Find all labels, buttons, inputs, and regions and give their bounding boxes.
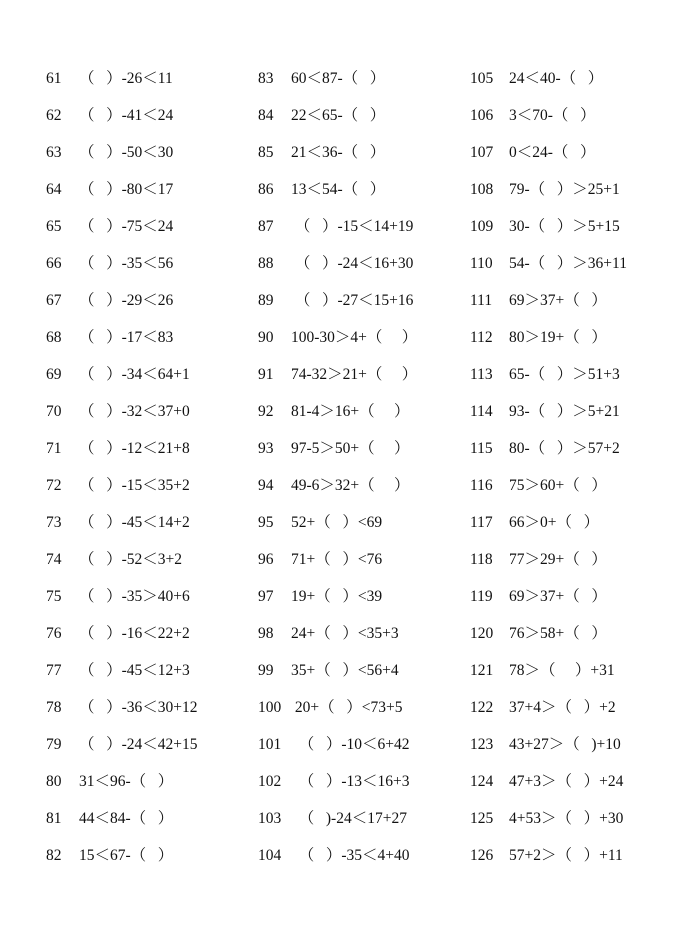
problem-row: [258, 171, 478, 208]
problem-row: [470, 393, 687, 430]
problem-number: 65: [46, 218, 62, 235]
problem-number: 61: [46, 70, 62, 87]
problem-row: [46, 134, 266, 171]
problem-expression: 69＞37+（ ）: [509, 292, 607, 309]
problem-row: [470, 689, 687, 726]
problem-number: 114: [470, 403, 493, 420]
problem-row: [46, 615, 266, 652]
problem-number: 124: [470, 773, 494, 790]
problem-expression: 76＞58+（ ）: [509, 625, 607, 642]
problem-row: [470, 504, 687, 541]
problem-number: 95: [258, 514, 274, 531]
problem-expression: 57+2＞（ ）+11: [509, 847, 623, 864]
problem-row: [470, 652, 687, 689]
problem-expression: 49-6＞32+（ ）: [291, 477, 410, 494]
problem-row: [470, 245, 687, 282]
problem-number: 104: [258, 847, 282, 864]
problem-row: [46, 652, 266, 689]
problem-number: 68: [46, 329, 62, 346]
problem-expression: 15＜67-（ ）: [79, 847, 174, 864]
problem-row: [46, 837, 266, 874]
problem-row: [46, 430, 266, 467]
problem-row: [46, 726, 266, 763]
problem-expression: （ ）-29＜26: [79, 292, 174, 309]
problem-expression: （ ）-80＜17: [79, 181, 174, 198]
problem-expression: 77＞29+（ ）: [509, 551, 607, 568]
problem-expression: （ ）-24＜42+15: [79, 736, 198, 753]
problem-number: 107: [470, 144, 494, 161]
problem-expression: （ ）-35＜56: [79, 255, 174, 272]
problem-row: [470, 541, 687, 578]
problem-number: 83: [258, 70, 274, 87]
problem-expression: 81-4＞16+（ ）: [291, 403, 410, 420]
problem-expression: （ ）-12＜21+8: [79, 440, 190, 457]
problem-expression: 97-5＞50+（ ）: [291, 440, 410, 457]
problem-expression: （ ）-26＜11: [79, 70, 173, 87]
problem-expression: 30-（ ）＞5+15: [509, 218, 620, 235]
problem-row: [46, 97, 266, 134]
problem-number: 103: [258, 810, 282, 827]
problem-expression: 47+3＞（ ）+24: [509, 773, 624, 790]
problem-number: 79: [46, 736, 62, 753]
problem-expression: 65-（ ）＞51+3: [509, 366, 620, 383]
problem-expression: 69＞37+（ ）: [509, 588, 607, 605]
problem-number: 118: [470, 551, 493, 568]
problem-number: 115: [470, 440, 493, 457]
problem-number: 86: [258, 181, 274, 198]
problem-expression: 93-（ ）＞5+21: [509, 403, 620, 420]
problem-expression: （ ）-45＜14+2: [79, 514, 190, 531]
problem-expression: 35+（ ）<56+4: [291, 662, 399, 679]
problem-number: 73: [46, 514, 62, 531]
problem-row: [258, 208, 478, 245]
problem-number: 80: [46, 773, 62, 790]
problem-row: [470, 282, 687, 319]
problem-expression: 75＞60+（ ）: [509, 477, 607, 494]
problem-expression: （ ）-34＜64+1: [79, 366, 190, 383]
problem-expression: （ ）-50＜30: [79, 144, 174, 161]
problem-expression: （ ）-24＜16+30: [291, 255, 414, 272]
problem-row: [46, 689, 266, 726]
problem-row: [258, 504, 478, 541]
problem-number: 116: [470, 477, 493, 494]
problem-number: 62: [46, 107, 62, 124]
problem-number: 101: [258, 736, 282, 753]
column-1: [46, 60, 266, 874]
problem-expression: 79-（ ）＞25+1: [509, 181, 620, 198]
problem-number: 106: [470, 107, 494, 124]
problem-row: [46, 467, 266, 504]
problem-expression: 71+（ ）<76: [291, 551, 383, 568]
problem-row: [258, 467, 478, 504]
problem-number: 76: [46, 625, 62, 642]
problem-row: [258, 578, 478, 615]
problem-number: 66: [46, 255, 62, 272]
problem-row: [258, 541, 478, 578]
problem-row: [470, 171, 687, 208]
problem-number: 81: [46, 810, 62, 827]
problem-number: 82: [46, 847, 62, 864]
problem-expression: （ ）-27＜15+16: [291, 292, 414, 309]
problem-expression: 52+（ ）<69: [291, 514, 383, 531]
problem-row: [46, 60, 266, 97]
problem-row: [258, 726, 478, 763]
problem-expression: 100-30＞4+（ ）: [291, 329, 418, 346]
problem-expression: 78＞（ ）+31: [509, 662, 615, 679]
problem-number: 97: [258, 588, 274, 605]
problem-number: 120: [470, 625, 494, 642]
problem-number: 70: [46, 403, 62, 420]
problem-row: [46, 393, 266, 430]
problem-expression: 13＜54-（ ）: [291, 181, 386, 198]
problem-number: 77: [46, 662, 62, 679]
problem-number: 102: [258, 773, 282, 790]
problem-number: 110: [470, 255, 493, 272]
problem-number: 93: [258, 440, 274, 457]
problem-number: 94: [258, 477, 274, 494]
problem-number: 111: [470, 292, 493, 309]
problem-row: [470, 615, 687, 652]
problem-number: 119: [470, 588, 493, 605]
problem-row: [258, 356, 478, 393]
problem-expression: 43+27＞（ )+10: [509, 736, 621, 753]
problem-row: [258, 245, 478, 282]
problem-row: [46, 245, 266, 282]
problem-expression: 31＜96-（ ）: [79, 773, 174, 790]
problem-row: [258, 615, 478, 652]
problem-row: [470, 578, 687, 615]
problem-expression: 3＜70-（ ）: [509, 107, 596, 124]
problem-expression: （ ）-15＜35+2: [79, 477, 190, 494]
problem-expression: 80＞19+（ ）: [509, 329, 607, 346]
problem-row: [258, 652, 478, 689]
problem-expression: 54-（ ）＞36+11: [509, 255, 627, 272]
column-3: [470, 60, 687, 874]
problem-number: 117: [470, 514, 493, 531]
problem-row: [46, 282, 266, 319]
problem-row: [46, 541, 266, 578]
problem-row: [46, 800, 266, 837]
problem-number: 123: [470, 736, 494, 753]
problem-number: 75: [46, 588, 62, 605]
problem-number: 126: [470, 847, 494, 864]
problem-row: [470, 356, 687, 393]
problem-row: [258, 800, 478, 837]
problem-row: [470, 208, 687, 245]
problem-expression: （ ）-13＜16+3: [291, 773, 410, 790]
problem-expression: 19+（ ）<39: [291, 588, 383, 605]
problem-row: [470, 726, 687, 763]
problem-expression: （ ）-16＜22+2: [79, 625, 190, 642]
problem-row: [470, 467, 687, 504]
problem-row: [470, 319, 687, 356]
problem-row: [258, 689, 478, 726]
problem-number: 87: [258, 218, 274, 235]
problem-expression: 44＜84-（ ）: [79, 810, 174, 827]
problem-expression: 24＜40-（ ）: [509, 70, 604, 87]
problem-number: 90: [258, 329, 274, 346]
problem-row: [46, 763, 266, 800]
problem-row: [46, 504, 266, 541]
problem-expression: （ ）-15＜14+19: [291, 218, 414, 235]
problem-expression: 80-（ ）＞57+2: [509, 440, 620, 457]
problem-row: [258, 282, 478, 319]
problem-expression: （ ）-17＜83: [79, 329, 174, 346]
problem-number: 96: [258, 551, 274, 568]
problem-expression: 60＜87-（ ）: [291, 70, 386, 87]
problem-expression: （ ）-52＜3+2: [79, 551, 183, 568]
problem-row: [258, 393, 478, 430]
problem-number: 89: [258, 292, 274, 309]
problem-row: [470, 97, 687, 134]
problem-row: [470, 430, 687, 467]
problem-number: 67: [46, 292, 62, 309]
problem-row: [470, 60, 687, 97]
problem-number: 84: [258, 107, 274, 124]
problem-row: [470, 837, 687, 874]
problem-number: 74: [46, 551, 62, 568]
problem-number: 109: [470, 218, 494, 235]
problem-number: 112: [470, 329, 493, 346]
problem-number: 105: [470, 70, 494, 87]
problem-row: [258, 430, 478, 467]
problem-row: [258, 319, 478, 356]
problem-expression: （ ）-10＜6+42: [291, 736, 410, 753]
problem-expression: 4+53＞（ ）+30: [509, 810, 624, 827]
problem-number: 91: [258, 366, 274, 383]
problem-expression: 22＜65-（ ）: [291, 107, 386, 124]
problem-expression: （ ）-36＜30+12: [79, 699, 198, 716]
problem-row: [46, 356, 266, 393]
problem-expression: 66＞0+（ ）: [509, 514, 600, 531]
problem-number: 78: [46, 699, 62, 716]
problem-number: 92: [258, 403, 274, 420]
problem-expression: 20+（ ）<73+5: [291, 699, 403, 716]
problem-expression: （ ）-41＜24: [79, 107, 174, 124]
problem-number: 108: [470, 181, 494, 198]
problem-number: 98: [258, 625, 274, 642]
problem-expression: （ ）-35＞40+6: [79, 588, 190, 605]
problem-row: [258, 60, 478, 97]
problem-number: 125: [470, 810, 494, 827]
problem-expression: （ ）-32＜37+0: [79, 403, 190, 420]
problem-expression: （ ）-35＜4+40: [291, 847, 410, 864]
problem-number: 88: [258, 255, 274, 272]
problem-expression: （ ）-45＜12+3: [79, 662, 190, 679]
problem-expression: 37+4＞（ ）+2: [509, 699, 616, 716]
problem-number: 121: [470, 662, 494, 679]
problem-number: 122: [470, 699, 494, 716]
problem-row: [46, 208, 266, 245]
problem-number: 72: [46, 477, 62, 494]
problem-expression: 21＜36-（ ）: [291, 144, 386, 161]
problem-row: [258, 97, 478, 134]
problem-row: [470, 763, 687, 800]
problem-expression: 24+（ ）<35+3: [291, 625, 399, 642]
problem-expression: 0＜24-（ ）: [509, 144, 596, 161]
problem-row: [470, 800, 687, 837]
problem-row: [258, 134, 478, 171]
problem-expression: （ ）-75＜24: [79, 218, 174, 235]
problem-row: [46, 171, 266, 208]
problem-number: 64: [46, 181, 62, 198]
problem-number: 85: [258, 144, 274, 161]
problem-row: [470, 134, 687, 171]
problem-number: 99: [258, 662, 274, 679]
column-2: [258, 60, 478, 874]
problem-row: [258, 837, 478, 874]
problem-number: 100: [258, 699, 282, 716]
problem-expression: （ )-24＜17+27: [291, 810, 407, 827]
problem-number: 63: [46, 144, 62, 161]
problem-expression: 74-32＞21+（ ）: [291, 366, 418, 383]
problem-row: [46, 578, 266, 615]
problem-number: 69: [46, 366, 62, 383]
problem-row: [46, 319, 266, 356]
problem-row: [258, 763, 478, 800]
problem-number: 71: [46, 440, 62, 457]
problem-number: 113: [470, 366, 493, 383]
